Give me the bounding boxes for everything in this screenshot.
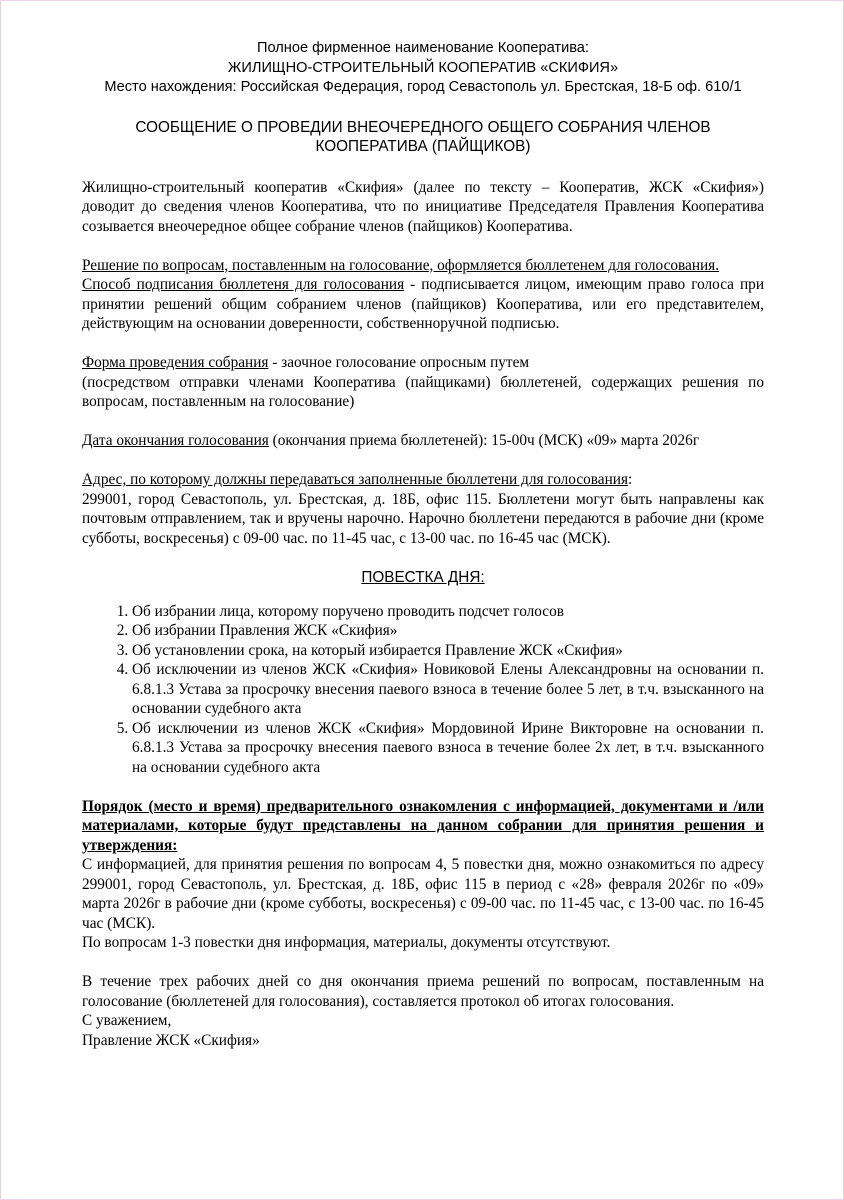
address-label: Адрес, по которому должны передаваться заполненные бюллетени для голосования <box>82 471 628 488</box>
agenda-item: 3. Об установлении срока, на который избирается Правление ЖСК «Скифия» <box>132 641 764 661</box>
agenda-item: 4. Об исключении из членов ЖСК «Скифия» Новиковой Елены Александровны на основании п. 6.8.1.3 Устава за просрочку внесения паевого взноса в течение более 5 лет, в т.ч. взысканного на основании судебного акта <box>132 660 764 719</box>
procedure-note: По вопросам 1-3 повестки дня информация, материалы, документы отсутствуют. <box>82 934 611 951</box>
procedure-text: С информацией, для принятия решения по вопросам 4, 5 повестки дня, можно ознакомиться по адресу 299001, город Севастополь, ул. Брестская, д. 18Б, офис 115 в период с «28» февраля 2026г по «09» марта 2026г в рабочие дни (кроме субботы, воскресенья) с 09-00 час. по 11-45 час, с 13-00 час. по 16-45 час (МСК). <box>82 856 764 932</box>
address-heading <box>82 470 764 490</box>
end-date-paragraph <box>82 431 764 451</box>
signing-paragraph <box>82 275 764 334</box>
agenda-list <box>82 602 764 778</box>
address-text: 299001, город Севастополь, ул. Брестская, д. 18Б, офис 115. Бюллетени могут быть направлены как почтовым отправлением, так и вручены нарочно. Нарочно бюллетени передаются в рабочие дни (кроме субботы, воскресенья) с 09-00 час. по 11-45 час, с 13-00 час. по 16-45 час (МСК). <box>82 490 764 547</box>
agenda-title: ПОВЕСТКА ДНЯ: <box>361 569 485 586</box>
end-date-label: Дата окончания голосования <box>82 432 269 449</box>
address-colon: : <box>628 471 633 488</box>
document-title-line1: СООБЩЕНИЕ О ПРОВЕДИИ ВНЕОЧЕРЕДНОГО ОБЩЕГО СОБРАНИЯ ЧЛЕНОВ <box>135 118 711 136</box>
form-label: Форма проведения собрания <box>82 354 269 371</box>
agenda-item: 5. Об исключении из членов ЖСК «Скифия» Мордовиной Ирине Викторовне на основании п. 6.8.1.3 Устава за просрочку внесения паевого взноса в течение более 2х лет, в т.ч. взысканного на основании судебного акта <box>132 719 764 778</box>
end-date-text: (окончания приема бюллетеней): 15-00ч (МСК) «09» марта 2026г <box>268 432 700 449</box>
signing-text: - подписывается лицом, имеющим право голоса при принятии решений общим собранием членов (пайщиков) Кооператива, или его представителем, действующим на основании доверенности, собственноручной подписью. <box>82 276 765 332</box>
agenda-item: 1. Об избрании лица, которому поручено проводить подсчет голосов <box>132 602 764 622</box>
procedure-heading <box>82 797 764 856</box>
decision-text: Решение по вопросам, поставленным на голосование, оформляется бюллетенем для голосования. <box>82 256 720 274</box>
closing-regards: С уважением, <box>82 1012 172 1029</box>
signing-label: Способ подписания бюллетеня для голосования <box>82 276 405 293</box>
document-title-line2: КООПЕРАТИВА (ПАЙЩИКОВ) <box>315 138 531 155</box>
org-name-label: Полное фирменное наименование Кооператива: <box>257 40 589 56</box>
form-text: - заочное голосование опросным путем <box>268 354 530 371</box>
org-name: ЖИЛИЩНО-СТРОИТЕЛЬНЫЙ КООПЕРАТИВ «СКИФИЯ» <box>227 59 619 76</box>
form-paragraph <box>82 353 764 373</box>
closing-paragraph: В течение трех рабочих дней со дня окончания приема решений по вопросам, поставленным на голосование (бюллетеней для голосования), составляется протокол об итогах голосования. <box>82 973 764 1010</box>
agenda-item: 2. Об избрании Правления ЖСК «Скифия» <box>132 621 764 641</box>
intro-paragraph: Жилищно-строительный кооператив «Скифия» (далее по тексту – Кооператив, ЖСК «Скифия») доводит до сведения членов Кооператива, что по инициативе Председателя Правления Кооператива созывается внеочередное общее собрание членов (пайщиков) Кооператива. <box>82 178 764 235</box>
document-title <box>82 118 764 157</box>
closing-signature: Правление ЖСК «Скифия» <box>82 1031 260 1049</box>
procedure-label: Порядок (место и время) предварительного ознакомления с информацией, документами и /или материалами, которые будут представлены на данном собрании для принятия решения и утверждения: <box>82 797 764 854</box>
document-body <box>82 39 764 1050</box>
org-address: Место нахождения: Российская Федерация, город Севастополь ул. Брестская, 18-Б оф. 610/1 <box>104 79 742 95</box>
decision-paragraph <box>82 256 764 276</box>
form-details: (посредством отправки членами Кооператива (пайщиками) бюллетеней, содержащих решения по вопросам, поставленным на голосование) <box>82 373 764 410</box>
